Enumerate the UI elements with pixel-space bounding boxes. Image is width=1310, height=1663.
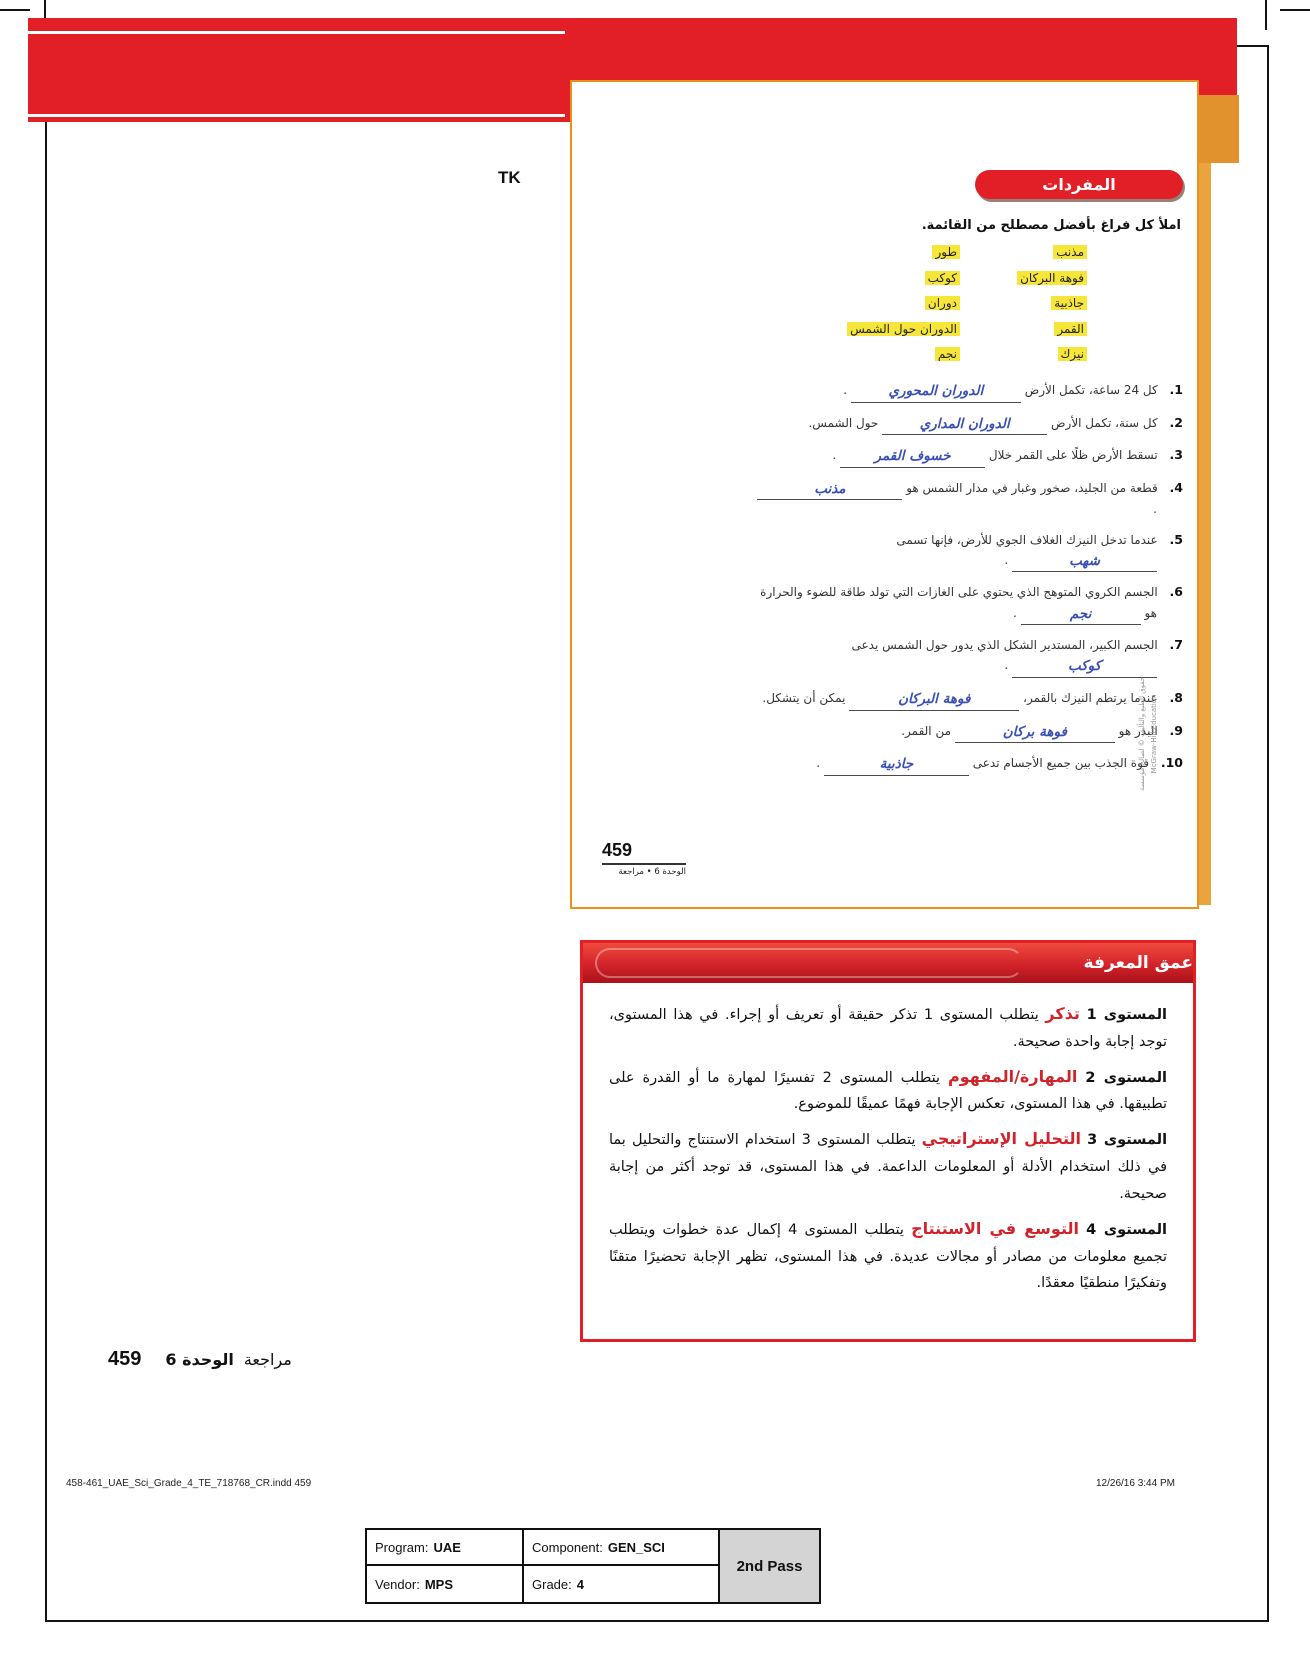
- handwritten-answer: نجم: [1069, 605, 1092, 622]
- question-4: [753, 478, 1183, 520]
- grade-label: Grade:: [532, 1576, 572, 1592]
- job-table: [365, 1528, 821, 1604]
- question-text-after: .: [1004, 552, 1009, 567]
- answer-blank: [882, 413, 1047, 436]
- question-6: [753, 582, 1183, 625]
- vocabulary-title-banner: [975, 170, 1183, 199]
- word-bank-item: جاذبية: [1017, 295, 1087, 312]
- answer-blank: [955, 721, 1115, 744]
- dok-level-text: يتطلب المستوى 4 إكمال عدة خطوات ويتطلب تجميع معلومات من مصادر أو مجالات عديدة. في هذا المستوى، تظهر الإجابة تحضيرًا متقنًا وتفكيرًا منطقيًا معقدًا.: [609, 1221, 1167, 1292]
- question-text-after: .: [832, 448, 837, 463]
- answer-blank: [1012, 655, 1157, 678]
- question-text: الجسم الكروي المتوهج الذي يحتوي على الغازات التي تولد طاقة للضوء والحرارة هو: [760, 585, 1158, 620]
- handwritten-answer: كوكب: [1067, 658, 1102, 675]
- dok-level-3: [609, 1124, 1167, 1207]
- instruction-text: املأ كل فراغ بأفضل مصطلح من القائمة.: [921, 218, 1181, 233]
- word-bank-column-right: [1017, 244, 1087, 372]
- copyright-line: حقوق الطبع والتأليف © لصالح مؤسسة: [1138, 676, 1147, 791]
- handwritten-answer: شهب: [1069, 552, 1100, 569]
- question-text-after: حول الشمس.: [808, 415, 879, 430]
- question-text: كل 24 ساعة، تكمل الأرض: [1024, 383, 1158, 397]
- unit-review-caption: الوحدة 6 • مراجعة: [618, 867, 686, 877]
- component-value: GEN_SCI: [607, 1539, 665, 1555]
- question-text: عندما تدخل النيزك الغلاف الجوي للأرض، فإنها تسمى: [896, 532, 1158, 547]
- crop-mark: [1265, 0, 1267, 30]
- question-number: 3.: [1169, 447, 1183, 463]
- word-bank-item: نجم: [847, 346, 960, 363]
- question-1: [753, 380, 1183, 403]
- vocabulary-title: المفردات: [1042, 175, 1116, 194]
- program-label: Program:: [375, 1539, 429, 1555]
- job-vendor-cell: [367, 1566, 524, 1602]
- depth-of-knowledge-box: [580, 940, 1196, 1342]
- copyright-sidenote: [1137, 619, 1161, 849]
- question-text-after: .: [1012, 605, 1017, 620]
- question-text-after: .: [843, 383, 848, 397]
- question-number: 1.: [1169, 382, 1183, 397]
- crop-mark: [0, 9, 30, 11]
- tk-marker: TK: [498, 168, 521, 187]
- answer-blank: [840, 445, 985, 468]
- pass-label: 2nd Pass: [736, 1557, 803, 1575]
- worksheet-page-number-block: [602, 840, 698, 877]
- dok-header-swoosh: [595, 948, 1023, 978]
- question-number: 4.: [1169, 479, 1183, 495]
- word-bank-item: القمر: [1017, 321, 1087, 338]
- page-sheet-corner: [1197, 95, 1239, 163]
- question-2: [753, 413, 1183, 436]
- footer-page-number: 459: [108, 1348, 142, 1370]
- question-9: [753, 721, 1183, 744]
- word-bank-item: فوهة البركان: [1017, 270, 1087, 287]
- teacher-page-footer: [108, 1348, 292, 1371]
- question-text: قطعة من الجليد، صخور وغبار في مدار الشمس هو: [906, 480, 1158, 495]
- print-timestamp: 12/26/16 3:44 PM: [1096, 1478, 1175, 1489]
- word-bank-item: الدوران حول الشمس: [847, 321, 960, 338]
- dok-level-2: [609, 1062, 1167, 1119]
- job-component-cell: [524, 1530, 720, 1566]
- question-text-after: .: [1004, 658, 1009, 673]
- question-number: 5.: [1169, 531, 1183, 547]
- answer-blank: [849, 688, 1019, 711]
- job-program-cell: [367, 1530, 524, 1566]
- dok-level-keyword: المهارة/المفهوم: [948, 1066, 1078, 1086]
- handwritten-answer: فوهة بركان: [1002, 723, 1067, 740]
- copyright-line: McGraw-Hill Education: [1150, 694, 1158, 774]
- dok-level-text: يتطلب المستوى 3 استخدام الاستنتاج والتحليل بما في ذلك استخدام الأدلة أو المعلومات الداعمة. في هذا المستوى، قد توجد أكثر من إجابة صحيحة.: [609, 1132, 1167, 1202]
- dok-level-4: [609, 1214, 1167, 1297]
- job-grade-cell: [524, 1566, 720, 1602]
- question-8: [753, 688, 1183, 711]
- answer-blank: [824, 753, 969, 776]
- dok-body: [583, 983, 1193, 1297]
- dok-level-label: المستوى 2: [1085, 1069, 1167, 1086]
- handwritten-answer: فوهة البركان: [898, 690, 971, 707]
- grade-value: 4: [576, 1576, 584, 1592]
- question-number: 6.: [1169, 584, 1183, 600]
- dok-level-label: المستوى 4: [1086, 1221, 1168, 1238]
- page-number-rule: [602, 863, 686, 865]
- question-number: 10.: [1160, 755, 1183, 771]
- program-value: UAE: [433, 1539, 461, 1555]
- word-bank-item: طور: [847, 244, 960, 261]
- question-text: الجسم الكبير، المستدير الشكل الذي يدور حول الشمس يدعى: [851, 638, 1158, 653]
- crop-mark: [1280, 9, 1310, 11]
- dok-title: عمق المعرفة: [1083, 953, 1193, 973]
- band-white-stripe: [28, 114, 565, 117]
- answer-blank: [1012, 550, 1157, 573]
- dok-level-keyword: تذكر: [1045, 1004, 1080, 1023]
- questions-list: [753, 380, 1183, 786]
- worksheet-page: [570, 80, 1199, 909]
- dok-level-keyword: التوسع في الاستنتاج: [911, 1218, 1079, 1238]
- question-text-after: .: [1153, 502, 1157, 517]
- question-text: قوة الجذب بين جميع الأجسام تدعى: [972, 756, 1150, 771]
- question-text-after: من القمر.: [901, 723, 952, 738]
- word-bank-item: كوكب: [847, 270, 960, 287]
- dok-level-keyword: التحليل الإستراتيجي: [921, 1129, 1082, 1149]
- word-bank-item: مذنب: [1017, 244, 1087, 261]
- vendor-label: Vendor:: [375, 1576, 420, 1592]
- print-filename: 458-461_UAE_Sci_Grade_4_TE_718768_CR.indd 459: [66, 1478, 312, 1489]
- handwritten-answer: الدوران المداري: [919, 415, 1010, 432]
- dok-level-text: يتطلب المستوى 1 تذكر حقيقة أو تعريف أو إجراء. في هذا المستوى، توجد إجابة واحدة صحيحة.: [609, 1007, 1167, 1050]
- job-pass-cell: [720, 1530, 819, 1602]
- dok-level-label: المستوى 3: [1087, 1132, 1168, 1149]
- word-bank-column-left: [847, 244, 960, 372]
- question-number: 2.: [1169, 414, 1183, 430]
- answer-blank: [757, 478, 902, 501]
- question-text: عندما يرتطم النيزك بالقمر،: [1023, 690, 1158, 705]
- question-number: 9.: [1169, 722, 1183, 738]
- component-label: Component:: [532, 1539, 603, 1555]
- question-number: 8.: [1169, 689, 1183, 705]
- band-white-stripe: [28, 31, 565, 34]
- question-5: [753, 530, 1183, 573]
- word-bank-item: دوران: [847, 295, 960, 312]
- word-bank-item: نيزك: [1017, 346, 1087, 363]
- page-sheet-edge: [1197, 163, 1211, 905]
- worksheet-page-number: 459: [602, 840, 633, 860]
- question-7: [753, 635, 1183, 678]
- dok-level-text: يتطلب المستوى 2 تفسيرًا لمهارة ما أو القدرة على تطبيقها. في هذا المستوى، تعكس الإجابة فهمًا عميقًا للموضوع.: [609, 1069, 1167, 1113]
- handwritten-answer: مذنب: [814, 480, 846, 497]
- question-number: 7.: [1169, 637, 1183, 653]
- footer-unit-label: الوحدة 6: [165, 1350, 234, 1369]
- answer-blank: [851, 380, 1021, 403]
- answer-blank: [1021, 603, 1141, 626]
- question-text: كل سنة، تكمل الأرض: [1051, 415, 1158, 430]
- question-text-after: يمكن أن يتشكل.: [762, 690, 846, 705]
- dok-header-banner: [583, 943, 1193, 983]
- handwritten-answer: خسوف القمر: [874, 448, 951, 465]
- question-text-after: .: [816, 756, 821, 771]
- question-text: البدر هو: [1118, 723, 1158, 738]
- handwritten-answer: جاذبية: [879, 756, 914, 773]
- question-text: تسقط الأرض ظلًا على القمر خلال: [988, 448, 1158, 463]
- question-10: [753, 753, 1183, 776]
- handwritten-answer: الدوران المحوري: [888, 383, 984, 399]
- footer-review-label: مراجعة: [243, 1350, 292, 1369]
- vendor-value: MPS: [424, 1576, 453, 1592]
- dok-level-label: المستوى 1: [1086, 1007, 1167, 1023]
- question-3: [753, 445, 1183, 468]
- dok-level-1: [609, 999, 1167, 1056]
